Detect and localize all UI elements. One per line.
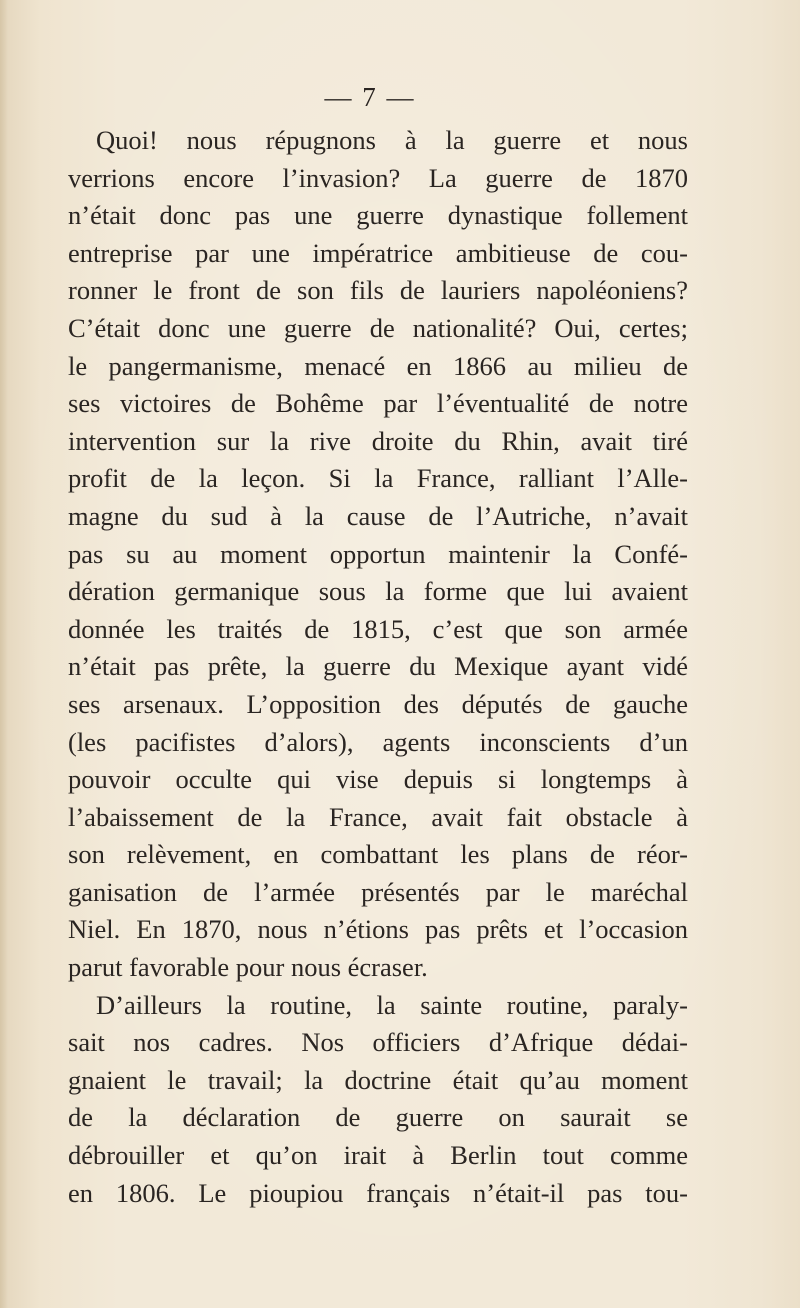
text-line: donnée les traités de 1815, c’est que son armée <box>68 613 688 644</box>
page-edge <box>0 0 8 1308</box>
text-line: magne du sud à la cause de l’Autriche, n’avait <box>68 500 688 531</box>
text-line: ses arsenaux. L’opposition des députés de gauche <box>68 688 688 719</box>
text-line: ronner le front de son fils de lauriers napoléoniens? <box>68 275 688 306</box>
text-line: sait nos cadres. Nos officiers d’Afrique dédai- <box>68 1027 688 1058</box>
page-number: — 7 — <box>324 82 416 112</box>
text-line: parut favorable pour nous écraser. <box>68 952 428 983</box>
text-line: Niel. En 1870, nous n’étions pas prêts et l’occasion <box>68 914 688 945</box>
text-line: l’abaissement de la France, avait fait obstacle à <box>68 801 688 832</box>
text-line: D’ailleurs la routine, la sainte routine, paraly- <box>96 989 688 1020</box>
text-line: de la déclaration de guerre on saurait se <box>68 1102 688 1133</box>
text-line: entreprise par une impératrice ambitieuse de cou- <box>68 237 688 268</box>
text-line: verrions encore l’invasion? La guerre de 1870 <box>68 162 688 193</box>
text-line: gnaient le travail; la doctrine était qu’au moment <box>68 1064 688 1095</box>
text-line: son relèvement, en combattant les plans de réor- <box>68 839 688 870</box>
text-line: en 1806. Le pioupiou français n’était-il pas tou- <box>68 1177 688 1208</box>
text-line: intervention sur la rive droite du Rhin, avait tiré <box>68 425 688 456</box>
text-line: profit de la leçon. Si la France, ralliant l’Alle- <box>68 463 688 494</box>
text-line: pas su au moment opportun maintenir la Confé- <box>68 538 688 569</box>
text-line: C’était donc une guerre de nationalité? Oui, certes; <box>68 312 688 343</box>
text-line: débrouiller et qu’on irait à Berlin tout comme <box>68 1140 688 1171</box>
text-line: pouvoir occulte qui vise depuis si longtemps à <box>68 764 688 795</box>
body-text <box>68 122 688 1212</box>
text-line: (les pacifistes d’alors), agents inconscients d’un <box>68 726 688 757</box>
text-line: Quoi! nous répugnons à la guerre et nous <box>96 125 688 155</box>
text-line: ganisation de l’armée présentés par le maréchal <box>68 876 688 907</box>
text-line: n’était pas prête, la guerre du Mexique ayant vidé <box>68 651 688 682</box>
text-line: n’était donc pas une guerre dynastique follement <box>68 200 688 231</box>
text-line: ses victoires de Bohême par l’éventualité de notre <box>68 388 688 419</box>
text-line: le pangermanisme, menacé en 1866 au milieu de <box>68 350 688 381</box>
text-line: dération germanique sous la forme que lui avaient <box>68 576 688 607</box>
